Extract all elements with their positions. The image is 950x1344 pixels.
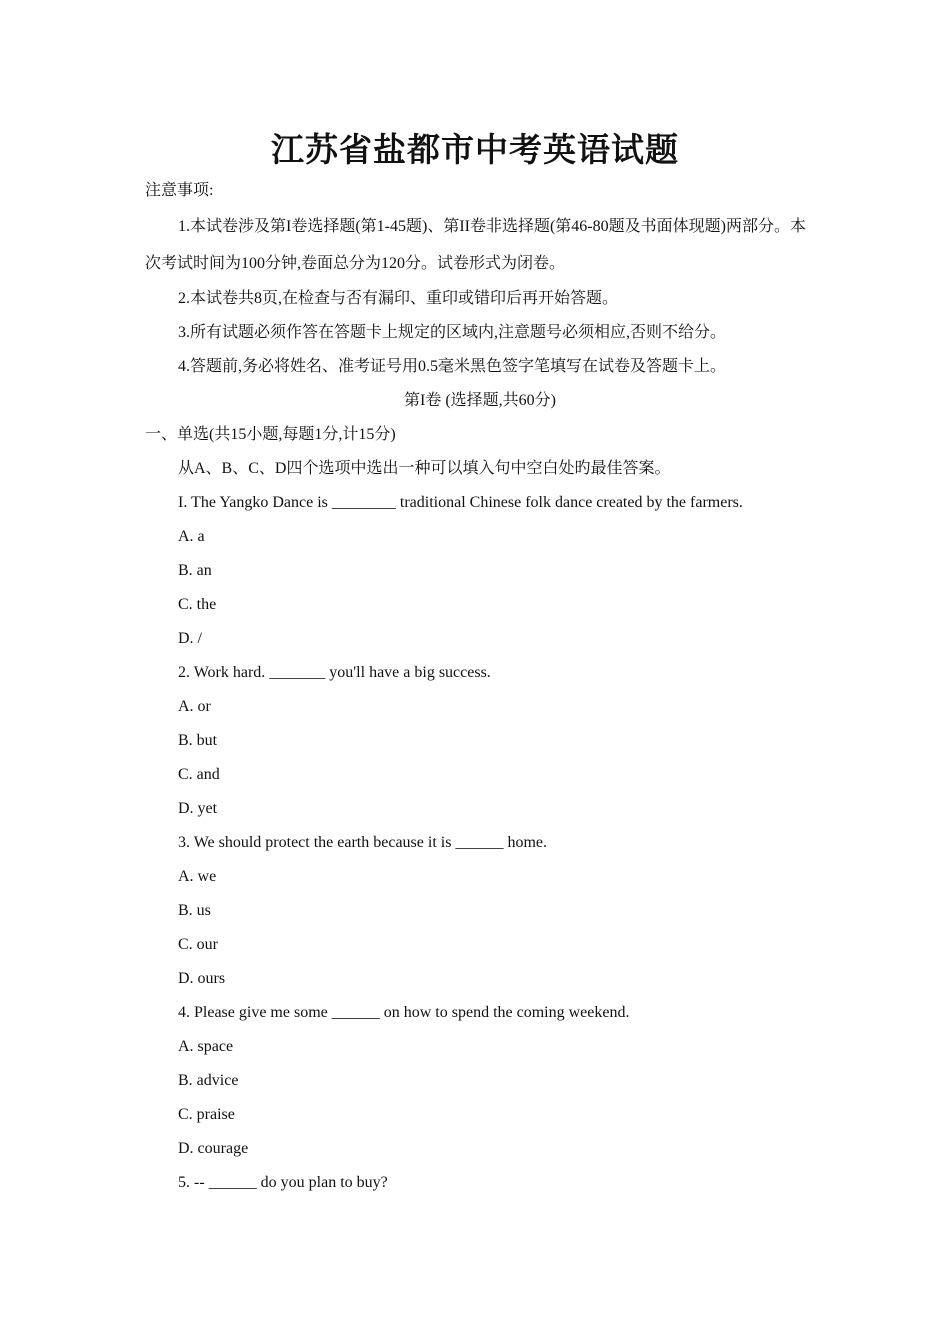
document-body [145,174,815,1200]
question-1-option-c: C. the [178,596,217,613]
question-4-stem: 4. Please give me some ______ on how to spend the coming weekend. [178,1004,630,1021]
question-3-option-a: A. we [178,868,217,885]
instruction-text: 从A、B、C、D四个选项中选出一种可以填入句中空白处旳最佳答案。 [178,460,671,477]
question-4-option-b: B. advice [178,1072,239,1089]
question-1-option-b: B. an [178,562,212,579]
notice-item-3: 3.所有试题必须作答在答题卡上规定的区域内,注意题号必须相应,否则不给分。 [178,324,727,341]
question-3-option-d: D. ours [178,970,226,987]
notice-item-2: 2.本试卷共8页,在检查与否有漏印、重印或错印后再开始答题。 [178,290,619,307]
question-2-option-a: A. or [178,698,211,715]
question-2-option-d: D. yet [178,800,218,817]
document-title: 江苏省盐都市中考英语试题 [271,130,679,169]
question-2-option-b: B. but [178,732,218,749]
notice-item-1: 1.本试卷涉及第I卷选择题(第1-45题)、第II卷非选择题(第46-80题及书面体现题)两部分。本次考试时间为100分钟,卷面总分为120分。试卷形式为闭卷。 [145,218,806,272]
question-1-option-d: D. / [178,630,202,647]
notice-heading: 注意事项: [145,182,214,199]
question-3-option-c: C. our [178,936,218,953]
question-4-option-d: D. courage [178,1140,249,1157]
question-4-option-a: A. space [178,1038,234,1055]
question-3-stem: 3. We should protect the earth because it is ______ home. [178,834,547,851]
part-heading: 一、单选(共15小题,每题1分,计15分) [145,426,396,443]
notice-item-4: 4.答题前,务必将姓名、准考证号用0.5毫米黑色签字笔填写在试卷及答题卡上。 [178,358,727,375]
question-2-option-c: C. and [178,766,220,783]
question-1-stem: I. The Yangko Dance is ________ traditional Chinese folk dance created by the farmers. [178,494,743,511]
question-2-stem: 2. Work hard. _______ you'll have a big success. [178,664,491,681]
question-3-option-b: B. us [178,902,211,919]
question-5-stem: 5. -- ______ do you plan to buy? [178,1174,388,1191]
section-title: 第I卷 (选择题,共60分) [404,392,556,409]
question-1-option-a: A. a [178,528,205,545]
question-4-option-c: C. praise [178,1106,235,1123]
